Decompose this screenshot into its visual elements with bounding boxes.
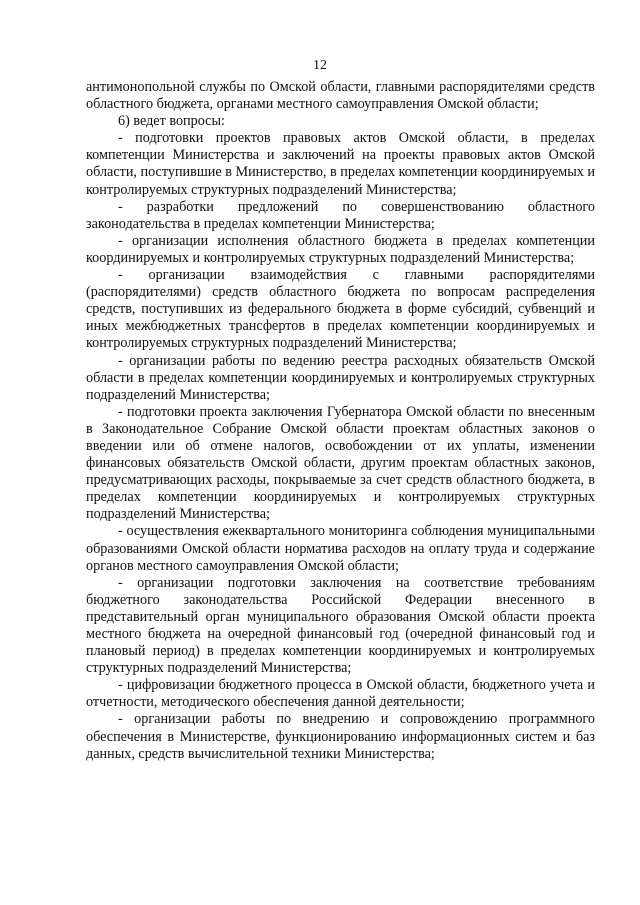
document-body	[86, 79, 595, 763]
list-item-legislation-proposals: - разработки предложений по совершенствованию областного законодательства в пределах компетенции Министерства;	[86, 198, 595, 232]
list-item-governor-conclusion: - подготовки проекта заключения Губернатора Омской области по внесенным в Законодательное Собрание Омской области проектам областных законов о введении или об отмене налогов, освобождении от их уплаты, изменении финансовых обязательств Омской области, другим проектам областных законов, предусматривающих расходы, покрываемые за счет средств областного бюджета, в пределах компетенции координируемых и контролируемых структурных подразделений Министерства;	[86, 403, 595, 523]
list-item-local-budget-conclusion: - организации подготовки заключения на соответствие требованиям бюджетного законодательства Российской Федерации внесенного в представительный орган муниципального образования Омской области проекта местного бюджета на очередной финансовый год (очередной финансовый год и плановый период) в пределах компетенции координируемых и контролируемых структурных подразделений Министерства;	[86, 574, 595, 677]
list-item-interaction: - организации взаимодействия с главными распорядителями (распорядителями) средств областного бюджета по вопросам распределения средств, поступивших из федерального бюджета в форме субсидий, субвенций и иных межбюджетных трансфертов в пределах компетенции координируемых и контролируемых структурных подразделений Министерства;	[86, 267, 595, 352]
page-number: 12	[313, 58, 327, 73]
list-item-software-support: - организации работы по внедрению и сопровождению программного обеспечения в Министерстве, функционированию информационных систем и баз данных, средств вычислительной техники Министерства;	[86, 711, 595, 762]
paragraph-list-intro: 6) ведет вопросы:	[118, 113, 225, 130]
list-item-monitoring: - осуществления ежеквартального мониторинга соблюдения муниципальными образованиями Омской области норматива расходов на оплату труда и содержание органов местного самоуправления Омской области;	[86, 523, 595, 574]
list-item-legal-acts: - подготовки проектов правовых актов Омской области, в пределах компетенции Министерства и заключений на проекты правовых актов Омской области, поступившие в Министерство, в пределах компетенции координируемых и контролируемых структурных подразделений Министерства;	[86, 130, 595, 198]
list-item-obligations-register: - организации работы по ведению реестра расходных обязательств Омской области в пределах компетенции координируемых и контролируемых структурных подразделений Министерства;	[86, 352, 595, 403]
list-item-budget-execution: - организации исполнения областного бюджета в пределах компетенции координируемых и контролируемых структурных подразделений Министерства;	[86, 232, 595, 266]
paragraph-continuation: антимонопольной службы по Омской области, главными распорядителями средств областного бюджета, органами местного самоуправления Омской области;	[86, 79, 595, 113]
list-item-digitalization: - цифровизации бюджетного процесса в Омской области, бюджетного учета и отчетности, методического обеспечения данной деятельности;	[86, 677, 595, 711]
